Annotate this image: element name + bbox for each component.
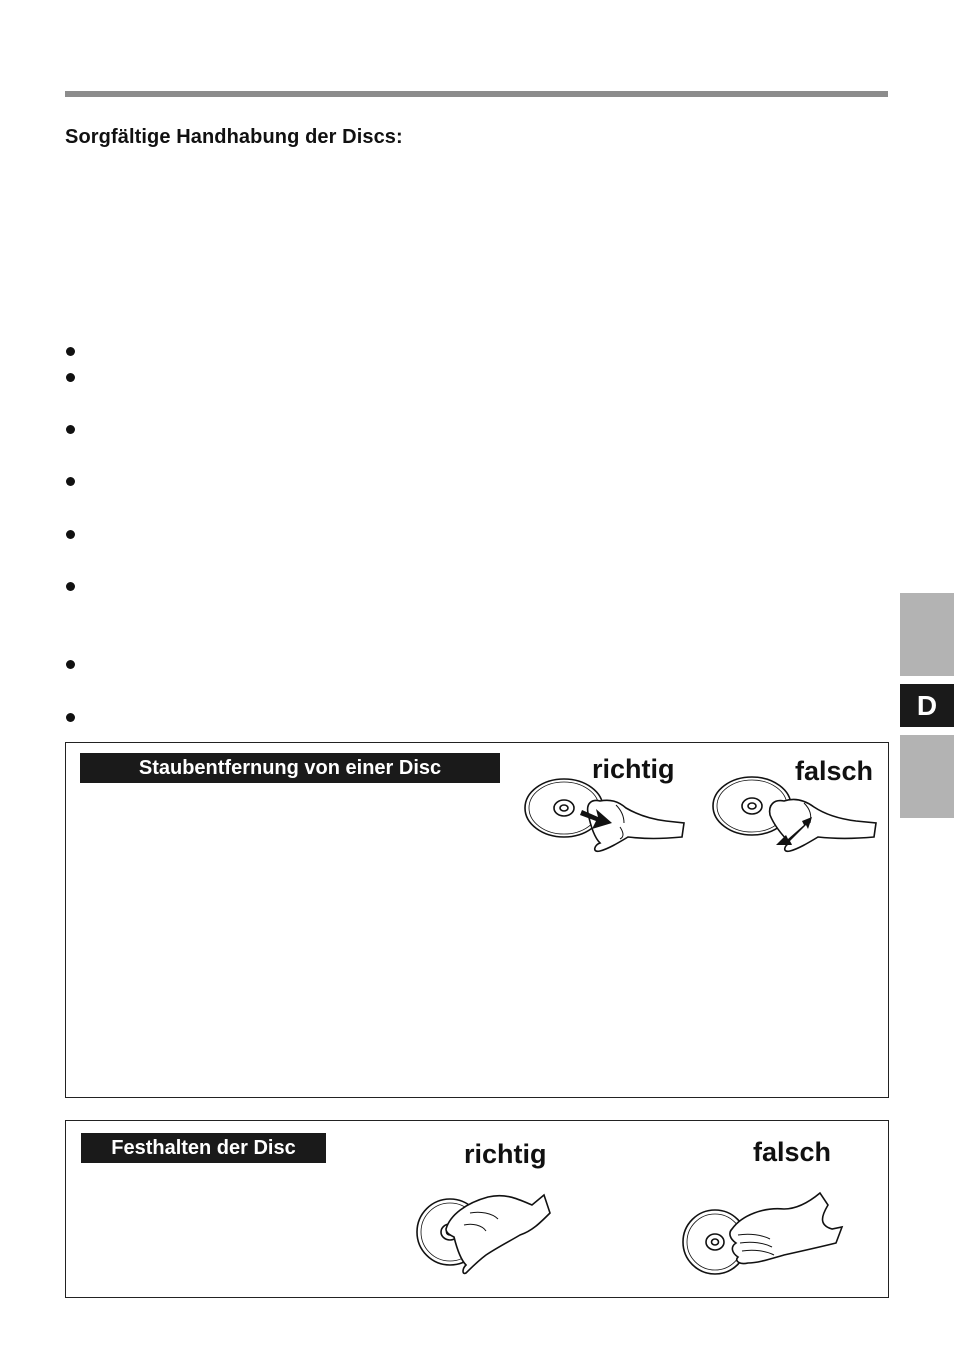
dust-box-title: Staubentfernung von einer Disc	[80, 753, 500, 783]
hold-correct-illustration	[410, 1185, 560, 1280]
dust-wrong-label: falsch	[795, 756, 874, 786]
bullet-marker	[66, 425, 75, 434]
side-tab-lower	[900, 735, 954, 818]
bullet-marker	[66, 347, 75, 356]
hold-wrong-label: falsch	[753, 1137, 832, 1167]
side-tab-upper	[900, 593, 954, 676]
hold-wrong-illustration	[680, 1185, 850, 1280]
bullet-marker	[66, 530, 75, 539]
language-tab: D	[900, 684, 954, 727]
dust-correct-label: richtig	[592, 754, 675, 784]
bullet-marker	[66, 713, 75, 722]
section-heading: Sorgfältige Handhabung der Discs:	[65, 126, 403, 148]
hold-correct-label: richtig	[464, 1139, 547, 1169]
bullet-marker	[66, 373, 75, 382]
dust-wrong-illustration	[708, 775, 883, 865]
bullet-marker	[66, 660, 75, 669]
hand-icon	[446, 1195, 550, 1273]
top-rule	[65, 91, 888, 97]
hand-icon	[730, 1193, 842, 1264]
dust-correct-illustration	[520, 775, 690, 865]
bullet-marker	[66, 582, 75, 591]
bullet-marker	[66, 477, 75, 486]
hold-box-title: Festhalten der Disc	[81, 1133, 326, 1163]
